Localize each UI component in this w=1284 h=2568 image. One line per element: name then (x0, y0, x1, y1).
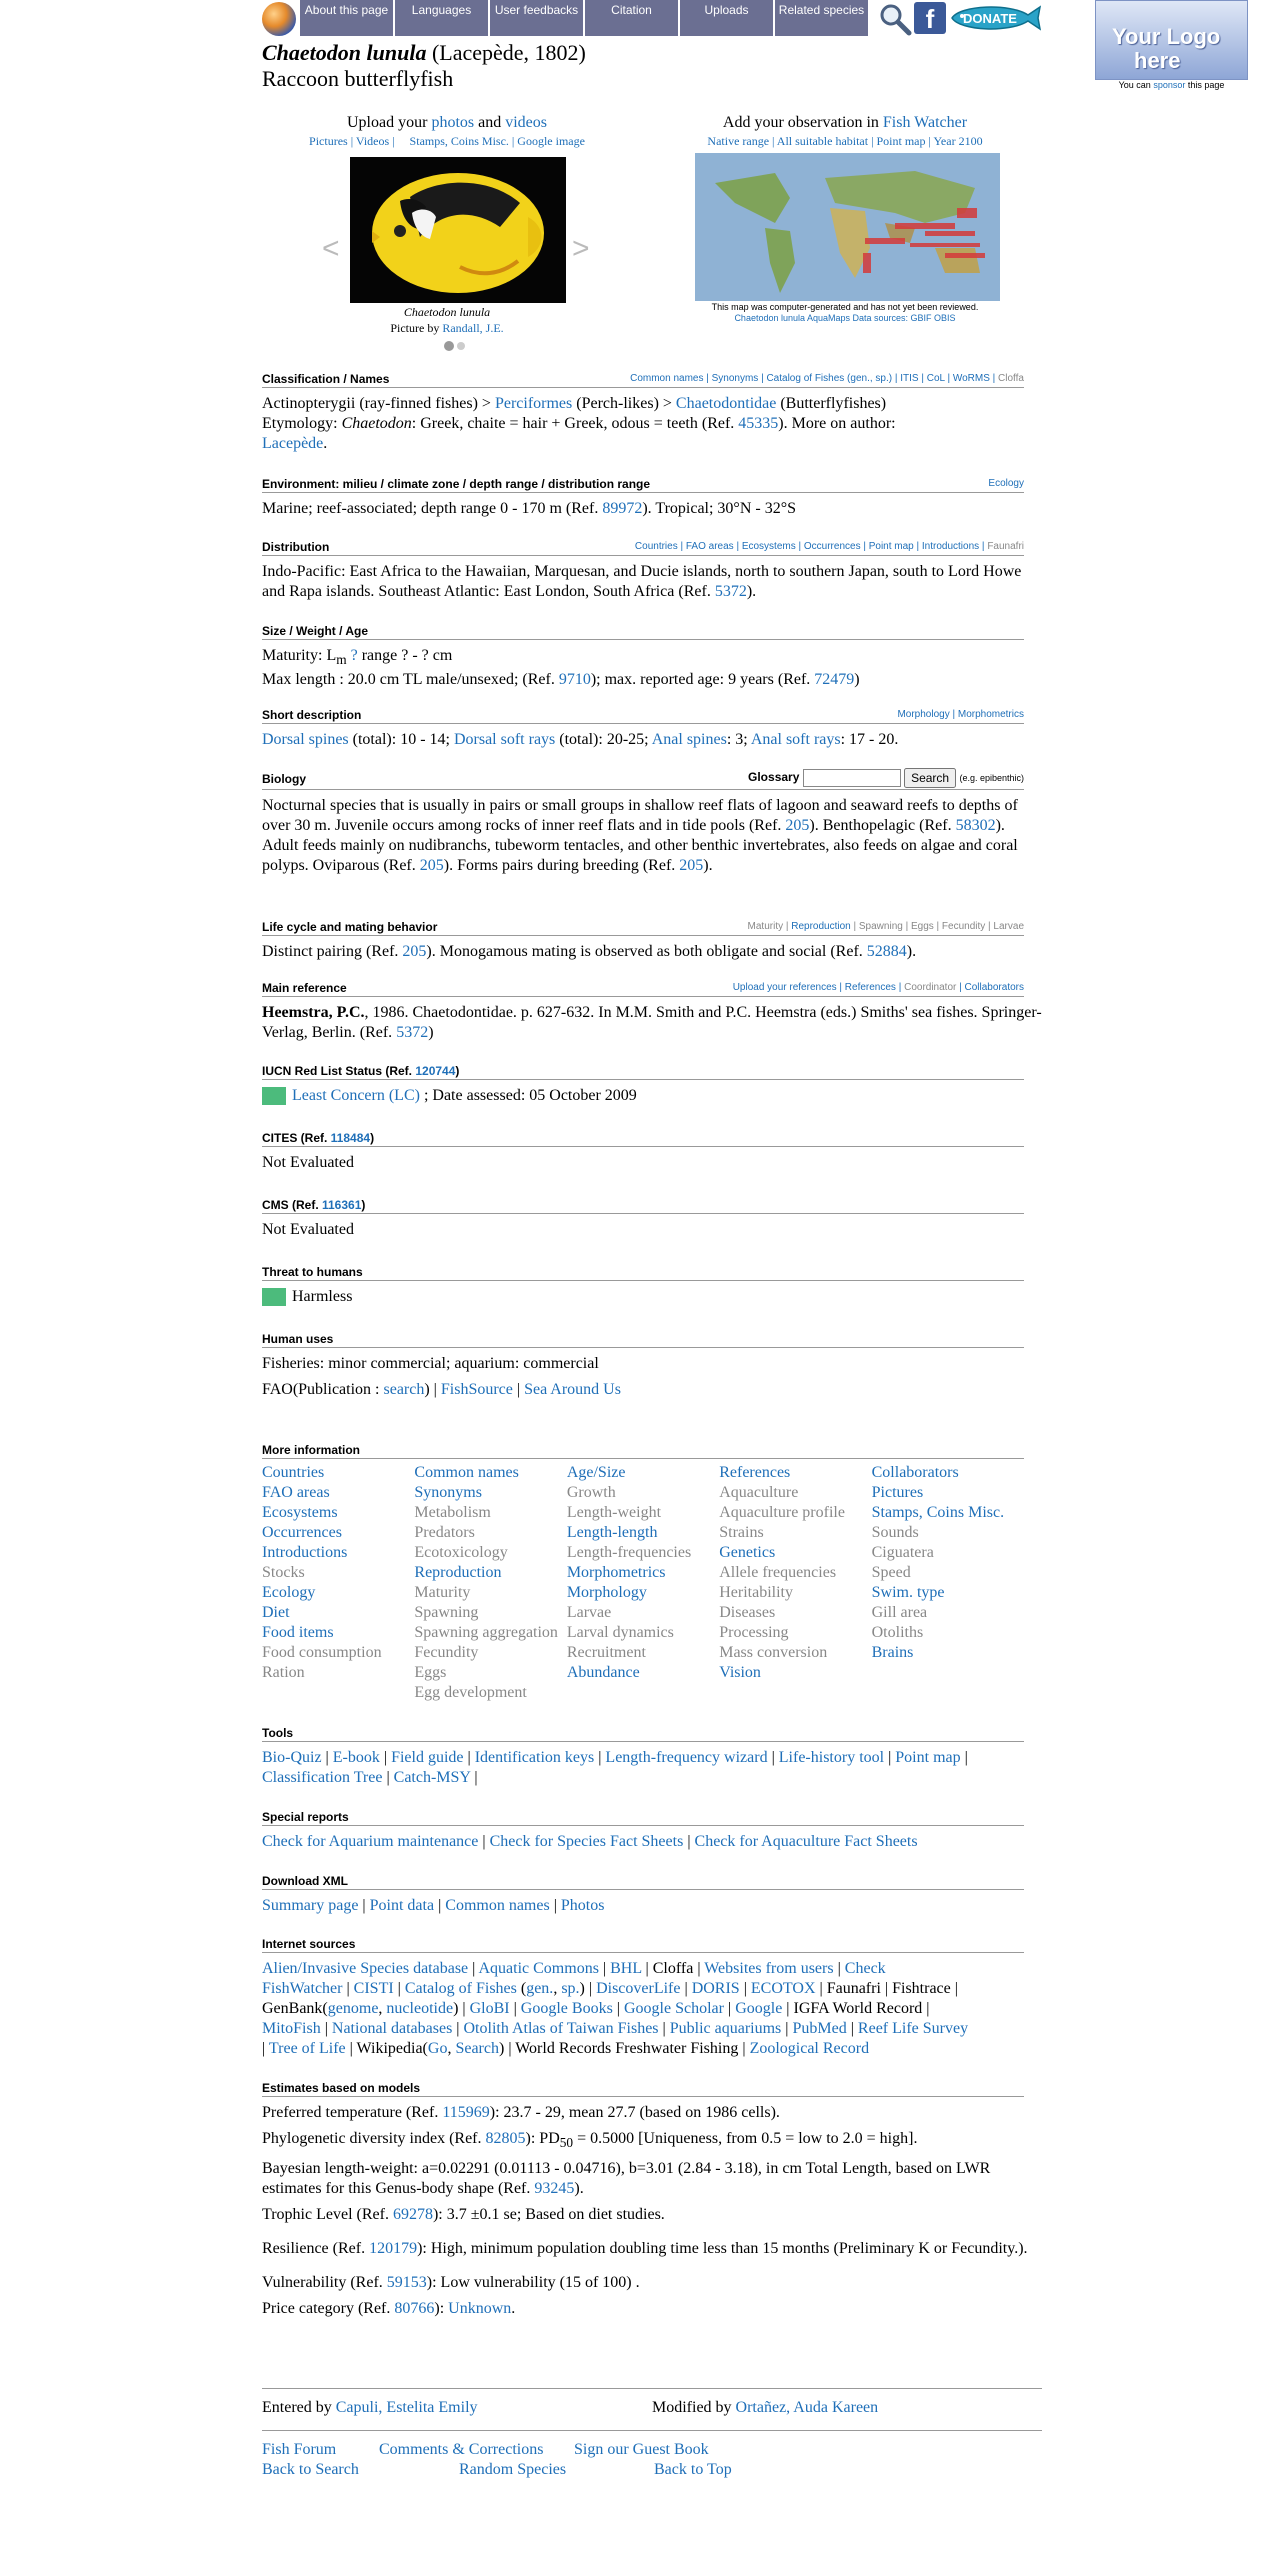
length-frequency-wizard-link[interactable]: Length-frequency wizard (605, 1749, 768, 1766)
more-information-section: More information Countries FAO areas Ecosystems Occurrences Introductions Stocks Ecology Diet Food items Food consumption Ration Common names Synonyms Metabolism Predators Ecotoxicology Reproduction Maturity Spawning Spawning aggregation Fecundity Eggs Egg development Age/Size Growth Length-weight Length-length Length-frequencies Morphometrics Morphology Larvae Larval dynamics Recruitment Abundance References Aquaculture Aquaculture profile Strains Genetics Allele frequencies Heritability Diseases Processing Mass conversion Vision Collaborators Pictures Stamps, Coins Misc. Sounds Ciguatera Speed Swim. type Gill area Otoliths Brains (262, 1443, 1024, 1703)
fish-watcher-link[interactable]: Fish Watcher (882, 114, 968, 131)
separator-text: , (553, 1980, 562, 1997)
more-information-grid (262, 1463, 1024, 1703)
aquatic-commons-link[interactable]: Aquatic Commons (478, 1960, 599, 1977)
more-info-brains[interactable]: Brains (871, 1644, 914, 1661)
more-info-speed: Speed (871, 1564, 911, 1581)
distribution-links[interactable]: Countries | FAO areas | Ecosystems | Occurrences | Point map | Introductions | (634, 541, 985, 552)
summary-page-link[interactable]: Summary page (262, 1897, 359, 1914)
separator-text: | (468, 1960, 479, 1977)
classification-tree-link[interactable]: Classification Tree (262, 1769, 383, 1786)
environment-text: Marine; reef-associated; depth range 0 - 170 m (Ref. 89972). Tropical; 30°N - 32°S (262, 500, 797, 517)
discoverlife-link[interactable]: DiscoverLife (596, 1980, 681, 1997)
iucn-date: ; Date assessed: 05 October 2009 (419, 1087, 637, 1104)
human-uses-text: Fisheries: minor commercial; aquarium: commercial FAO(Publication : search) | FishSource | Sea Around Us (262, 1355, 621, 1398)
more-info-fao-areas[interactable]: FAO areas (262, 1484, 330, 1501)
main-reference-text: Heemstra, P.C., 1986. Chaetodontidae. p. 627-632. In M.M. Smith and P.C. Heemstra (eds.) Smiths' sea fishes. Springer-Verlag, Berlin. (Ref. 5372) (262, 1004, 1042, 1041)
ref-link[interactable]: 120744 (415, 1064, 456, 1078)
separator-text: ( (516, 1980, 527, 1997)
google-books-link[interactable]: Google Books (520, 2000, 613, 2017)
species-author: (Lacepède, 1802) (431, 40, 586, 65)
fao-search-link[interactable]: search (383, 1381, 425, 1398)
common-names-link[interactable]: Common names (445, 1897, 550, 1914)
separator-text: | Wikipedia( (345, 2040, 428, 2057)
separator-text: | (320, 2020, 332, 2037)
modified-by-link[interactable]: Ortañez, Auda Kareen (735, 2399, 879, 2416)
price-category-link[interactable]: Unknown (448, 2300, 512, 2318)
more-info-column (872, 1463, 1024, 1703)
cloffa-link: Cloffa (998, 373, 1024, 384)
short-description-section: Short description Morphology | Morphometrics Dorsal spines (total): 10 - 14; Dorsal soft rays (total): 20-25; Anal spines: 3; Anal soft rays: 17 - 20. (262, 708, 1024, 750)
more-info-aquaculture-profile: Aquaculture profile (719, 1504, 845, 1521)
more-info-ecosystems[interactable]: Ecosystems (262, 1504, 338, 1521)
doris-link[interactable]: DORIS (691, 1980, 740, 1997)
tools-section: Tools Bio-Quiz | E-book | Field guide | Identification keys | Length-frequency wizard | Life-history tool | Point map | Classification Tree | Catch-MSY | (262, 1726, 1024, 1788)
classification-links[interactable]: Common names | Synonyms | Catalog of Fishes (gen., sp.) | ITIS | CoL | WoRMS | (630, 373, 996, 384)
more-info-morphology[interactable]: Morphology (566, 1584, 647, 1601)
ref-link[interactable]: 45335 (738, 415, 779, 432)
internet-source-row (262, 1959, 1042, 1979)
check-for-aquaculture-fact-sheets-link[interactable]: Check for Aquaculture Fact Sheets (694, 1833, 918, 1850)
anal-soft-rays-link[interactable]: Anal soft rays (750, 731, 841, 748)
photographer-link[interactable]: Randall, J.E. (442, 321, 504, 335)
threat-text: Harmless (292, 1288, 353, 1305)
page-title (262, 40, 586, 92)
more-info-diet[interactable]: Diet (262, 1604, 290, 1621)
estimates-section: Estimates based on models Preferred temperature (Ref. 115969): 23.7 - 29, mean 27.7 (based on 1986 cells). Phylogenetic diversity index (Ref. 82805): $PD_{50} = 0.5000$ [Uniqueness, from 0.5 = low to 2.0 = high]. Bayesian length-weight: a=0.02291 (0.01113 - 0.04716), b=3.01 (2.84 - 3.18), in cm Total Length, based on LWR estimates for this Genus-body shape (Ref. 93245). Trophic Level (Ref. 69278): 3.7 ±0.1 se; Based on diet studies. Resilience (Ref. 120179): High, minimum population doubling time less than 15 months (Preliminary K or Fecundity.). Vulnerability (Ref. 59153): Low vulnerability (15 of 100) . Price category (Ref. 80766): Unknown. (262, 2081, 1024, 2319)
size-text: Maturity: $L_m$ ? range ? - ? cm Max length : 20.0 cm TL male/unsexed; (Ref. 9710); max. reported age: 9 years (Ref. 72479) (262, 647, 860, 689)
footer-links (262, 2440, 1024, 2480)
more-info-synonyms[interactable]: Synonyms (414, 1484, 482, 1501)
more-info-spawning: Spawning (414, 1604, 479, 1621)
reef-life-survey-link[interactable]: Reef Life Survey (857, 2020, 969, 2037)
internet-source-links (262, 1959, 1042, 2059)
search-icon[interactable] (878, 2, 912, 36)
pubmed-link[interactable]: PubMed (792, 2020, 847, 2037)
environment-section: Environment: milieu / climate zone / depth range / distribution range Ecology Marine; reef-associated; depth range 0 - 170 m (Ref. 89972). Tropical; 30°N - 32°S (262, 477, 1024, 519)
more-info-otoliths: Otoliths (871, 1624, 924, 1641)
more-info-stamps-coins-misc[interactable]: Stamps, Coins Misc. (871, 1504, 1005, 1521)
sponsor-link[interactable]: sponsor (1153, 80, 1186, 90)
go-link[interactable]: Go (427, 2040, 448, 2057)
separator-text: | (739, 1980, 751, 1997)
genome-link[interactable]: genome (327, 2000, 379, 2017)
internet-source-row (262, 1999, 1042, 2019)
more-info-eggs: Eggs (414, 1664, 447, 1681)
dorsal-spines-link[interactable]: Dorsal spines (262, 731, 349, 748)
check-for-species-fact-sheets-link[interactable]: Check for Species Fact Sheets (489, 1833, 684, 1850)
ref-link[interactable]: 5372 (714, 583, 747, 600)
more-info-food-consumption: Food consumption (262, 1644, 382, 1661)
more-info-larvae: Larvae (566, 1604, 612, 1621)
ref-link[interactable]: 80766 (394, 2300, 435, 2318)
more-info-length-frequencies: Length-frequencies (566, 1544, 692, 1561)
public-aquariums-link[interactable]: Public aquariums (669, 2020, 782, 2037)
donate-button[interactable] (950, 3, 1042, 33)
nav-languages[interactable]: Languages (395, 0, 490, 36)
more-info-column (414, 1463, 566, 1703)
separator-text: GenBank( (262, 2000, 328, 2017)
separator-text: | (393, 1980, 405, 1997)
separator-text: | (342, 1980, 354, 1997)
more-info-column (719, 1463, 871, 1703)
more-info-strains: Strains (719, 1524, 764, 1541)
more-info-countries[interactable]: Countries (262, 1464, 325, 1481)
photo-carousel-dots[interactable] (443, 340, 473, 352)
more-info-mass-conversion: Mass conversion (719, 1644, 828, 1661)
threat-section: Threat to humans Harmless (262, 1265, 1024, 1307)
next-photo-arrow[interactable]: > (572, 232, 590, 265)
iucn-section: IUCN Red List Status (Ref. 120744) Least Concern (LC) ; Date assessed: 05 October 2009 (262, 1064, 1024, 1106)
separator-text: , (447, 2040, 456, 2057)
more-info-morphometrics[interactable]: Morphometrics (566, 1564, 666, 1581)
classification-section (262, 372, 1024, 454)
glossary-example: (e.g. epibenthic) (959, 773, 1024, 784)
more-info-heritability: Heritability (719, 1584, 793, 1601)
ref-link[interactable]: 120179 (369, 2240, 418, 2258)
reproduction-link[interactable]: Reproduction (791, 921, 851, 932)
separator-text: , (378, 2000, 387, 2017)
more-info-metabolism: Metabolism (414, 1504, 491, 1521)
more-info-length-length[interactable]: Length-length (566, 1524, 658, 1541)
cisti-link[interactable]: CISTI (353, 1980, 394, 1997)
anal-spines-link[interactable]: Anal spines (651, 731, 727, 748)
zoological-record-link[interactable]: Zoological Record (749, 2040, 870, 2057)
internet-source-row (262, 2019, 1042, 2039)
bhl-link[interactable]: BHL (610, 1960, 642, 1977)
sp-link[interactable]: sp. (561, 1980, 580, 1997)
more-info-abundance[interactable]: Abundance (566, 1664, 640, 1681)
internet-sources-section: Internet sources Alien/Invasive Species database | Aquatic Commons | BHL | Cloffa | Websites from users | Check FishWatcher | CISTI | Catalog of Fishes (gen., sp.) | DiscoverLife | DORIS | ECOTOX | Faunafri | Fishtrace | GenBank(genome, nucleotide) | GloBI | Google Books | Google Scholar | Google | IGFA World Record | MitoFish | National databases | Otolith Atlas of Taiwan Fishes | Public aquariums | PubMed | Reef Life Survey | Tree of Life | Wikipedia(Go, Search) | World Records Freshwater Fishing | Zoological Record (262, 1937, 1024, 2059)
cites-text: Not Evaluated (262, 1154, 354, 1171)
iucn-status-link[interactable]: Least Concern (LC) (292, 1087, 420, 1104)
separator-text: | (833, 1960, 845, 1977)
photo-links[interactable]: Pictures | Videos | Stamps, Coins Misc. | Google image (309, 134, 585, 148)
sponsor-note: You can sponsor this page (1118, 80, 1225, 90)
more-info-ciguatera: Ciguatera (871, 1544, 934, 1561)
footer-divider (262, 2430, 1042, 2431)
order-link[interactable]: Perciformes (494, 395, 573, 412)
cms-text: Not Evaluated (262, 1221, 354, 1238)
fishwatcher-link[interactable]: FishWatcher (262, 1980, 343, 1997)
back-to-search-link[interactable]: Back to Search (262, 2461, 359, 2478)
glossary-label: Glossary (748, 770, 800, 785)
glossary-search-button[interactable]: Search (904, 768, 956, 788)
sea-around-us-link[interactable]: Sea Around Us (524, 1381, 621, 1398)
separator-text: | (846, 2020, 858, 2037)
more-info-processing: Processing (719, 1624, 789, 1641)
more-info-vision[interactable]: Vision (719, 1664, 761, 1681)
collaborators-link[interactable]: | Collaborators (959, 982, 1024, 993)
nav-user-feedbacks[interactable]: User feedbacks (490, 0, 585, 36)
separator-text: ) | (579, 1980, 597, 1997)
ref-link[interactable]: 72479 (814, 671, 855, 689)
more-info-maturity: Maturity (414, 1584, 471, 1601)
more-info-introductions[interactable]: Introductions (262, 1544, 348, 1561)
more-info-common-names[interactable]: Common names (414, 1464, 519, 1481)
iucn-status-swatch (262, 1087, 286, 1105)
distribution-section: Distribution Countries | FAO areas | Ecosystems | Occurrences | Point map | Introductions | Faunafri Indo-Pacific: East Africa to the Hawaiian, Marquesan, and Ducie islands, north to southern Japan, south to Lord Howe and Rapa islands. Southeast Atlantic: East London, South Africa (Ref. 5372). (262, 540, 1024, 602)
guest-book-link[interactable]: Sign our Guest Book (574, 2441, 709, 2458)
short-description-text: Dorsal spines (total): 10 - 14; Dorsal soft rays (total): 20-25; Anal spines: 3; Anal soft rays: 17 - 20. (262, 731, 899, 748)
internet-source-row (262, 1979, 1042, 1999)
ref-link[interactable]: 5372 (396, 1024, 429, 1041)
more-info-column (262, 1463, 414, 1703)
special-report-links: Check for Aquarium maintenance | Check for Species Fact Sheets | Check for Aquaculture Fact Sheets (262, 1833, 918, 1850)
download-xml-section: Download XML Summary page | Point data | Common names | Photos (262, 1874, 1024, 1916)
donate-label: DONATE (963, 11, 1017, 26)
morphology-links[interactable]: Morphology | Morphometrics (897, 709, 1024, 720)
separator-text: | Cloffa | (641, 1960, 705, 1977)
more-info-reproduction[interactable]: Reproduction (414, 1564, 502, 1581)
more-info-growth: Growth (566, 1484, 616, 1501)
more-info-column (567, 1463, 719, 1703)
common-name: Raccoon butterflyfish (262, 66, 454, 91)
mitofish-link[interactable]: MitoFish (262, 2020, 321, 2037)
nucleotide-link[interactable]: nucleotide (386, 2000, 454, 2017)
point-data-link[interactable]: Point data (369, 1897, 435, 1914)
upload-photos-panel: Upload your photos and videos Pictures | Videos | Stamps, Coins Misc. | Google image (262, 113, 632, 149)
ref-link[interactable]: 205 (402, 943, 427, 960)
fishbase-globe-logo[interactable] (262, 2, 296, 36)
glossary-input[interactable] (803, 769, 901, 787)
separator-text: | (452, 2020, 464, 2037)
alien-invasive-species-database-link[interactable]: Alien/Invasive Species database (262, 1960, 469, 1977)
nav-related-species[interactable]: Related species (775, 0, 870, 36)
reference-links[interactable]: Upload your references | References | (732, 982, 902, 993)
random-species-link[interactable]: Random Species (459, 2461, 567, 2478)
family-link[interactable]: Chaetodontidae (675, 395, 777, 412)
ref-link[interactable]: 115969 (442, 2104, 490, 2121)
ref-link[interactable]: 82805 (485, 2130, 526, 2147)
point-map-link[interactable]: Point map (895, 1749, 961, 1766)
map-note: This map was computer-generated and has not yet been reviewed. Chaetodon lunula AquaMaps Data sources: GBIF OBIS (711, 302, 979, 323)
nav-uploads[interactable]: Uploads (680, 0, 775, 36)
ref-link[interactable]: 9710 (558, 671, 591, 689)
comments-link[interactable]: Comments & Corrections (379, 2441, 544, 2458)
ref-link[interactable]: 59153 (386, 2274, 427, 2292)
ref-link[interactable]: 93245 (534, 2180, 575, 2198)
catch-msy-link[interactable]: Catch-MSY (393, 1769, 471, 1786)
back-to-top-link[interactable]: Back to Top (654, 2461, 732, 2478)
field-guide-link[interactable]: Field guide (391, 1749, 464, 1766)
more-info-occurrences[interactable]: Occurrences (262, 1524, 342, 1541)
ecotox-link[interactable]: ECOTOX (750, 1980, 816, 1997)
more-info-length-weight: Length-weight (566, 1504, 662, 1521)
fish-photo[interactable] (350, 157, 566, 303)
separator-text: | Faunafri | Fishtrace | (815, 1980, 958, 1997)
check-link[interactable]: Check (844, 1960, 886, 1977)
ref-link[interactable]: 118484 (330, 1131, 371, 1145)
photos-link[interactable]: photos (431, 114, 475, 131)
more-info-ecotoxicology: Ecotoxicology (414, 1544, 508, 1561)
photo-caption: Chaetodon lunula Picture by Randall, J.E. (390, 305, 504, 335)
prev-photo-arrow[interactable]: < (322, 232, 340, 265)
ref-link[interactable]: 69278 (392, 2206, 433, 2224)
footer-divider (262, 2388, 1042, 2389)
dorsal-soft-rays-link[interactable]: Dorsal soft rays (453, 731, 556, 748)
ref-link[interactable]: 58302 (955, 817, 996, 834)
lifecycle-section: Life cycle and mating behavior Maturity | Reproduction | Spawning | Eggs | Fecundity | Larvae Distinct pairing (Ref. 205). Monogamous mating is observed as both obligate and social (Ref. 52884). (262, 920, 1024, 962)
distribution-text: Indo-Pacific: East Africa to the Hawaiian, Marquesan, and Ducie islands, north to southern Japan, south to Lord Howe and Rapa islands. Southeast Atlantic: East London, South Africa (Ref. 5372). (262, 563, 1022, 600)
check-for-aquarium-maintenance-link[interactable]: Check for Aquarium maintenance (262, 1833, 479, 1850)
fish-forum-link[interactable]: Fish Forum (262, 2441, 337, 2458)
ref-link[interactable]: 205 (679, 857, 704, 874)
author-link[interactable]: Lacepède (262, 435, 324, 452)
tree-of-life-link[interactable]: Tree of Life (268, 2040, 346, 2057)
top-navbar (300, 0, 870, 36)
more-info-age-size[interactable]: Age/Size (566, 1464, 626, 1481)
search-link[interactable]: Search (455, 2040, 499, 2057)
websites-from-users-link[interactable]: Websites from users (704, 1960, 834, 1977)
ref-link[interactable]: 89972 (602, 500, 643, 517)
more-info-spawning-aggregation: Spawning aggregation (414, 1624, 558, 1641)
more-info-ecology[interactable]: Ecology (262, 1584, 316, 1601)
separator-text: | (781, 2020, 793, 2037)
separator-text: | (658, 2020, 670, 2037)
more-info-aquaculture: Aquaculture (719, 1484, 799, 1501)
globi-link[interactable]: GloBI (469, 2000, 510, 2017)
more-info-stocks: Stocks (262, 1564, 305, 1581)
cms-section: CMS (Ref. 116361) Not Evaluated (262, 1198, 1024, 1240)
separator-text: | (680, 1980, 692, 1997)
nav-citation[interactable]: Citation (585, 0, 680, 36)
biology-section: Biology Glossary Search (e.g. epibenthic) Nocturnal species that is usually in pairs or small groups in shallow reef flats of lagoon and seaward reefs to depths of over 30 m. Juvenile occurs among rocks of inner reef flats and in tide pools (Ref. 205). Benthopelagic (Ref. 58302). Adult feeds mainly on nudibranchs, tubeworm tentacles, and other benthic invertebrates, also feeds on algae and coral polyps. Oviparous (Ref. 205). Forms pairs during breeding (Ref. 205). (262, 768, 1024, 876)
separator-text: | (509, 2000, 521, 2017)
ref-link[interactable]: 205 (419, 857, 444, 874)
distribution-map[interactable] (695, 153, 1000, 301)
maturity-help-link[interactable]: ? (350, 647, 358, 664)
special-reports-section: Special reports Check for Aquarium maintenance | Check for Species Fact Sheets | Check for Aquaculture Fact Sheets (262, 1810, 1024, 1852)
more-info-larval-dynamics: Larval dynamics (566, 1624, 674, 1641)
classification-text: Actinopterygii (ray-finned fishes) > Perciformes (Perch-likes) > Chaetodontidae (Butterflyfishes) Etymology: Chaetodon: Greek, chaite = hair + Greek, odous = teeth (Ref. 45335). More on author: Lacepède. (262, 395, 896, 452)
more-info-pictures[interactable]: Pictures (871, 1484, 924, 1501)
more-info-predators: Predators (414, 1524, 475, 1541)
separator-text: | IGFA World Record | (782, 2000, 930, 2017)
more-info-food-items[interactable]: Food items (262, 1624, 334, 1641)
more-info-egg-development: Egg development (414, 1684, 527, 1701)
more-info-fecundity: Fecundity (414, 1644, 479, 1661)
identification-keys-link[interactable]: Identification keys (474, 1749, 595, 1766)
more-info-diseases: Diseases (719, 1604, 776, 1621)
nav-about[interactable]: About this page (300, 0, 395, 36)
footer-credits: Entered by Capuli, Estelita Emily Modified by Ortañez, Auda Kareen (262, 2399, 879, 2416)
separator-text: ) | World Records Freshwater Fishing | (498, 2040, 750, 2057)
otolith-atlas-of-taiwan-fishes-link[interactable]: Otolith Atlas of Taiwan Fishes (463, 2020, 659, 2037)
biology-text: Nocturnal species that is usually in pairs or small groups in shallow reef flats of lagoon and seaward reefs to depths of over 30 m. Juvenile occurs among rocks of inner reef flats and in tide pools (Ref. 205). Benthopelagic (Ref. 58302). Adult feeds mainly on nudibranchs, tubeworm tentacles, and other benthic invertebrates, also feeds on algae and coral polyps. Oviparous (Ref. 205). Forms pairs during breeding (Ref. 205). (262, 797, 1018, 874)
observation-panel: Add your observation in Fish Watcher Native range | All suitable habitat | Point map | Year 2100 (650, 113, 1040, 149)
xml-links: Summary page | Point data | Common names | Photos (262, 1897, 605, 1914)
classification-heading: Classification / Names (262, 372, 390, 386)
more-info-sounds: Sounds (871, 1524, 919, 1541)
e-book-link[interactable]: E-book (332, 1749, 380, 1766)
more-info-allele-frequencies: Allele frequencies (719, 1564, 837, 1581)
national-databases-link[interactable]: National databases (331, 2020, 453, 2037)
gen-link[interactable]: gen. (526, 1980, 554, 1997)
separator-text: | (598, 1960, 611, 1977)
facebook-icon[interactable]: f (914, 2, 946, 34)
ref-link[interactable]: 116361 (322, 1198, 362, 1212)
more-info-references[interactable]: References (719, 1464, 791, 1481)
more-info-genetics[interactable]: Genetics (719, 1544, 776, 1561)
fishsource-link[interactable]: FishSource (440, 1381, 513, 1398)
main-reference-section: Main reference Upload your references | References | Coordinator | Collaborators Heemstra, P.C., 1986. Chaetodontidae. p. 627-632. In M.M. Smith and P.C. Heemstra (eds.) Smiths' sea fishes. Springer-Verlag, Berlin. (Ref. 5372) (262, 981, 1042, 1041)
more-info-ration: Ration (262, 1664, 305, 1681)
lifecycle-text: Distinct pairing (Ref. 205). Monogamous mating is observed as both obligate and social (Ref. 52884). (262, 943, 917, 960)
tools-links: Bio-Quiz | E-book | Field guide | Identification keys | Length-frequency wizard | Life-history tool | Point map | Classification Tree | Catch-MSY | (262, 1749, 968, 1786)
ref-link[interactable]: 52884 (866, 943, 907, 960)
map-links[interactable]: Native range | All suitable habitat | Point map | Year 2100 (707, 134, 983, 148)
logo-placeholder-text: Your Logo here (1112, 24, 1221, 73)
internet-source-row (262, 2039, 1042, 2059)
separator-text: | (723, 2000, 736, 2017)
more-info-swim-type[interactable]: Swim. type (871, 1584, 945, 1601)
life-history-tool-link[interactable]: Life-history tool (778, 1749, 885, 1766)
cites-section: CITES (Ref. 118484) Not Evaluated (262, 1131, 1024, 1173)
sponsor-logo-box[interactable] (1095, 0, 1248, 80)
google-scholar-link[interactable]: Google Scholar (624, 2000, 724, 2017)
species-name: Chaetodon lunula (262, 40, 427, 65)
separator-text: | (262, 2040, 269, 2057)
ecology-link[interactable]: Ecology (988, 478, 1024, 489)
catalog-of-fishes-link[interactable]: Catalog of Fishes (404, 1980, 517, 1997)
bio-quiz-link[interactable]: Bio-Quiz (262, 1749, 322, 1766)
human-uses-section: Human uses Fisheries: minor commercial; aquarium: commercial FAO(Publication : search) | FishSource | Sea Around Us (262, 1332, 1024, 1400)
videos-link[interactable]: videos (505, 114, 547, 131)
more-info-gill-area: Gill area (871, 1604, 928, 1621)
more-info-collaborators[interactable]: Collaborators (871, 1464, 959, 1481)
separator-text: ) | (453, 2000, 470, 2017)
size-section: Size / Weight / Age Maturity: $L_m$ ? range ? - ? cm Max length : 20.0 cm TL male/unsexed; (Ref. 9710); max. reported age: 9 years (Ref. 72479) (262, 624, 1024, 690)
more-info-recruitment: Recruitment (566, 1644, 646, 1661)
threat-swatch (262, 1288, 286, 1306)
entered-by-link[interactable]: Capuli, Estelita Emily (335, 2399, 478, 2416)
google-link[interactable]: Google (735, 2000, 783, 2017)
estimates-text: Preferred temperature (Ref. 115969): 23.7 - 29, mean 27.7 (based on 1986 cells). Phylogenetic diversity index (Ref. 82805): $PD_{50} = 0.5000$ [Uniqueness, from 0.5 = low to 2.0 = high]. Bayesian length-weight: a=0.02291 (0.01113 - 0.04716), b=3.01 (2.84 - 3.18), in cm Total Length, based on LWR estimates for this Genus-body shape (Ref. 93245). Trophic Level (Ref. 69278): 3.7 ±0.1 se; Based on diet studies. Resilience (Ref. 120179): High, minimum population doubling time less than 15 months (Preliminary K or Fecundity.). Vulnerability (Ref. 59153): Low vulnerability (15 of 100) . Price category (Ref. 80766): Unknown. (262, 2104, 1028, 2318)
separator-text: | (612, 2000, 624, 2017)
ref-link[interactable]: 205 (785, 817, 810, 834)
photos-link[interactable]: Photos (560, 1897, 605, 1914)
